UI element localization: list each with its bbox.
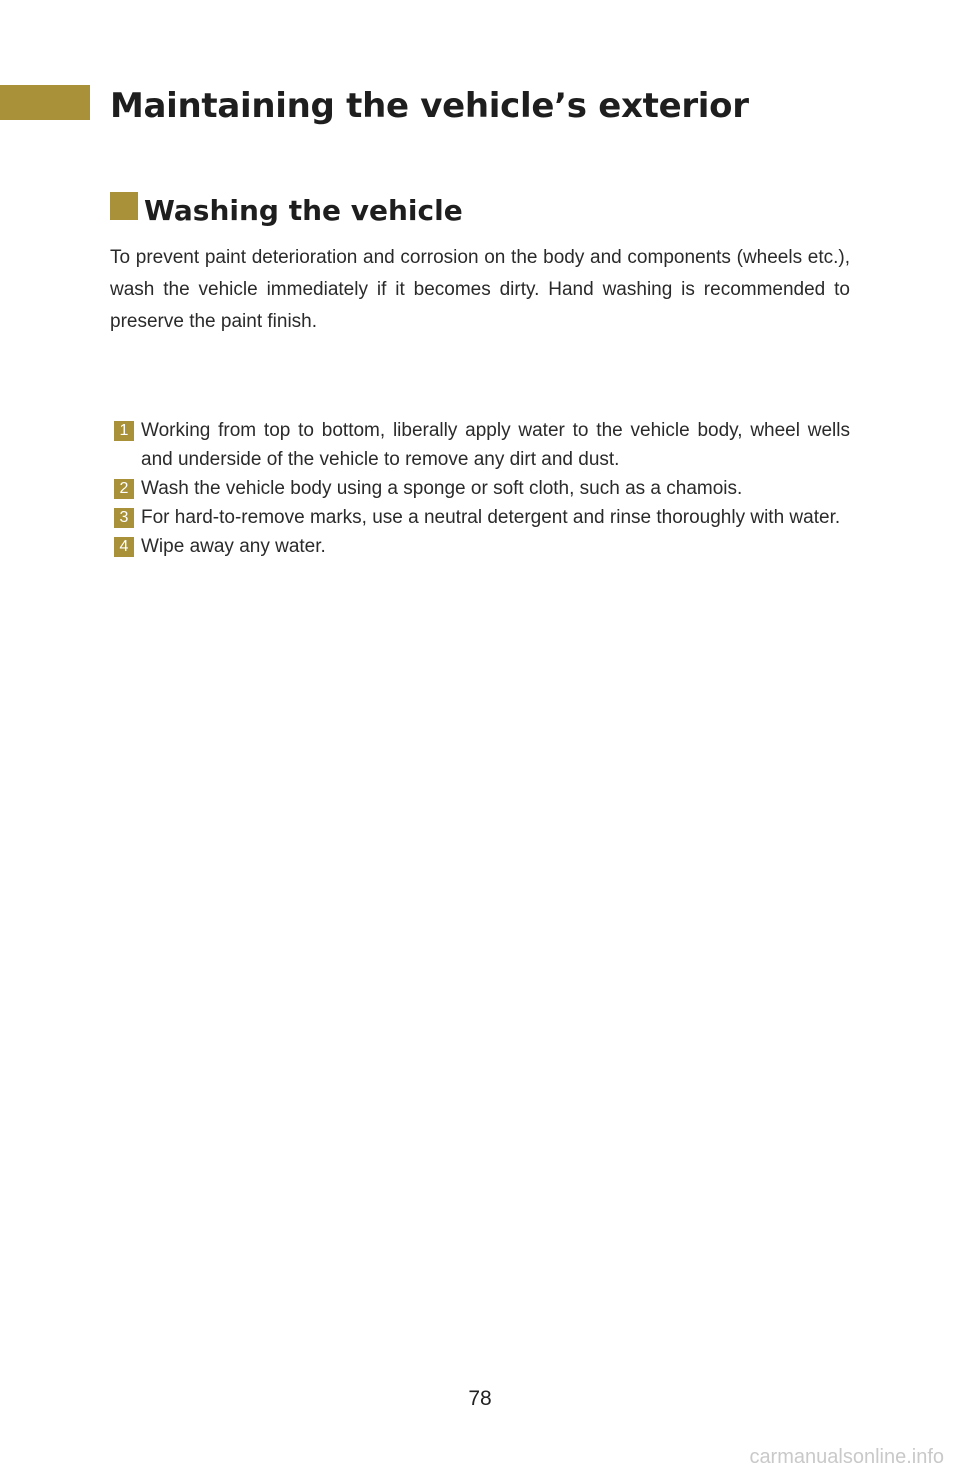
step-item [114, 532, 850, 561]
header-accent-bar [0, 85, 90, 120]
step-number-badge: 2 [114, 479, 134, 499]
page-number: 78 [468, 1387, 492, 1410]
step-number-badge: 3 [114, 508, 134, 528]
steps-list [114, 416, 850, 561]
step-text: Wash the vehicle body using a sponge or soft cloth, such as a chamois. [141, 478, 743, 499]
step-number-badge: 1 [114, 421, 134, 441]
intro-paragraph: To prevent paint deterioration and corrosion on the body and components (wheels etc.), wash the vehicle immediately if it becomes dirty. Hand washing is recommended to preserve the paint finish. [110, 247, 850, 332]
step-text: Wipe away any water. [141, 536, 326, 557]
page-title: Maintaining the vehicle’s exterior [110, 86, 749, 126]
step-item [114, 416, 850, 474]
step-item [114, 474, 850, 503]
step-number-badge: 4 [114, 537, 134, 557]
section-title: Washing the vehicle [144, 193, 463, 227]
step-text: For hard-to-remove marks, use a neutral detergent and rinse thoroughly with water. [141, 507, 841, 528]
step-text: Working from top to bottom, liberally apply water to the vehicle body, wheel wells and underside of the vehicle to remove any dirt and dust. [141, 420, 850, 470]
step-item [114, 503, 850, 532]
section-marker-icon [110, 192, 138, 220]
watermark: carmanualsonline.info [749, 1446, 944, 1468]
section-heading [110, 190, 463, 230]
